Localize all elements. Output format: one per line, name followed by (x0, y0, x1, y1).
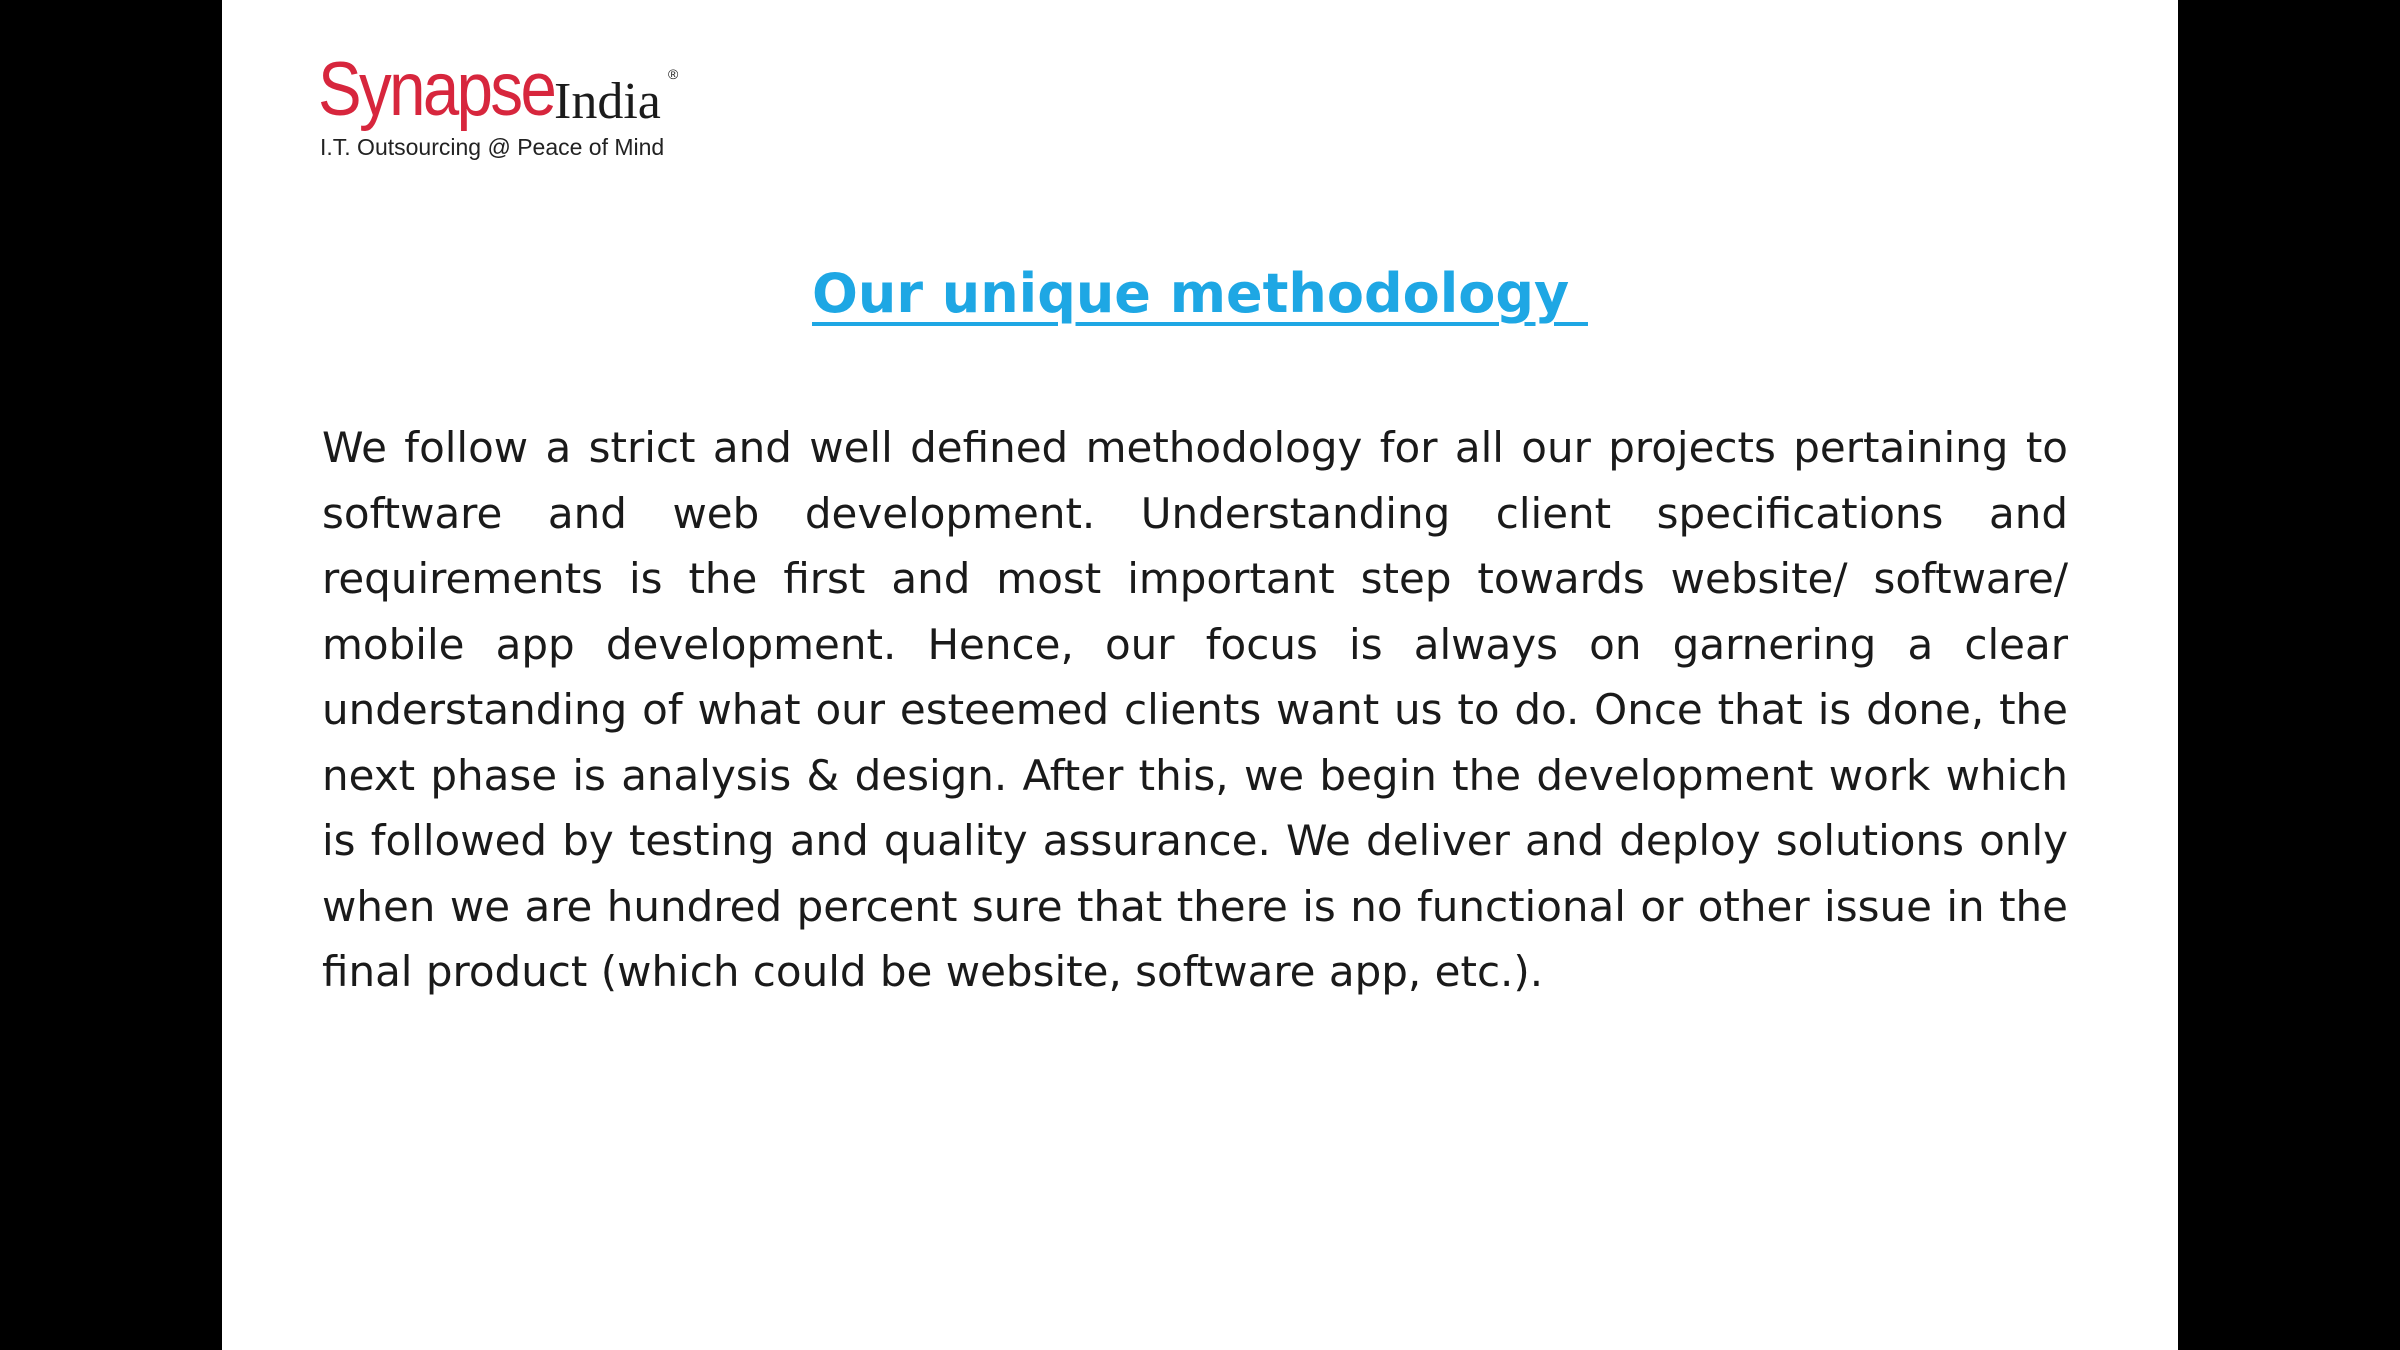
logo-registered-mark: ® (668, 66, 679, 82)
slide-body-text: We follow a strict and well defined methodology for all our projects pertaining to software and web development. Understanding client specifications and requirements is the first and most important step towards website/ software/ mobile app development. Hence, our focus is always on garnering a clear understanding of what our esteemed clients want us to do. Once that is done, the next phase is analysis & design. After this, we begin the development work which is followed by testing and quality assurance. We deliver and deploy solutions only when we are hundred percent sure that there is no functional or other issue in the final product (which could be website, software app, etc.). (322, 423, 2068, 996)
logo-brand-primary: Synapse (318, 47, 555, 132)
slide (222, 0, 2178, 1350)
logo-wordmark (318, 47, 593, 132)
logo-tagline: I.T. Outsourcing @ Peace of Mind (320, 134, 665, 160)
company-logo (318, 47, 738, 172)
slide-title: Our unique methodology (812, 262, 1588, 325)
logo-brand-secondary: India (554, 73, 661, 130)
